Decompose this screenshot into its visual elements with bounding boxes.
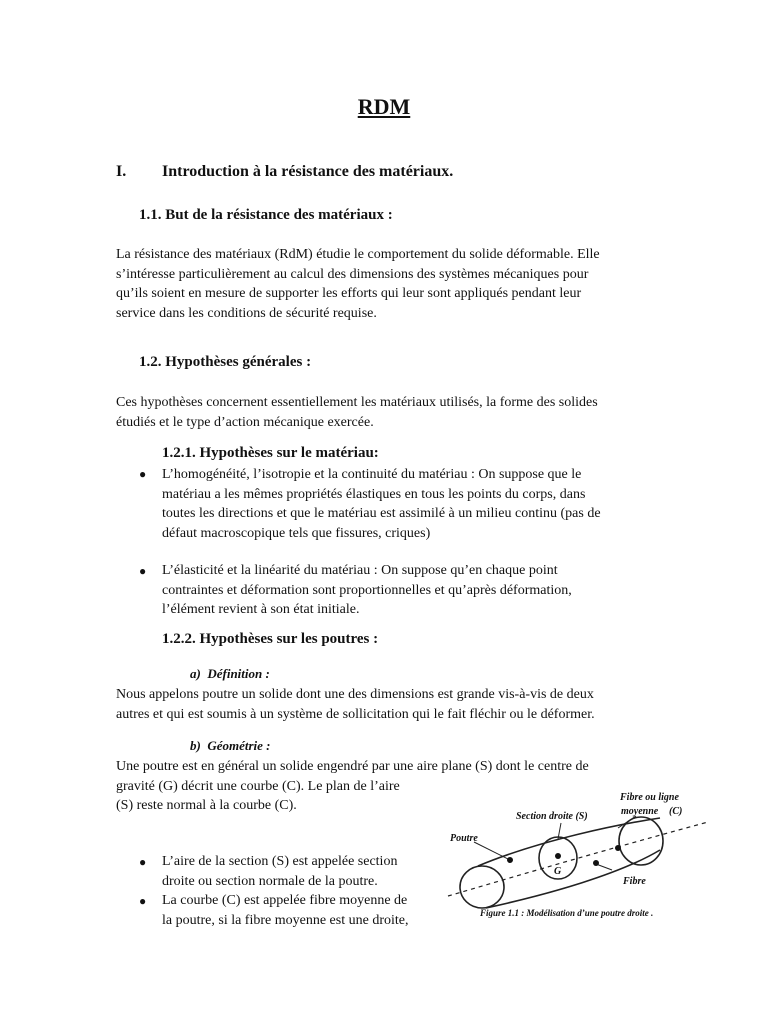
text-line: contraintes et déformation sont proportionnelles et qu’après déformation, (162, 582, 572, 598)
leader-fibre (596, 864, 612, 870)
text-line: L’élasticité et la linéarité du matériau : On suppose qu’en chaque point (162, 563, 558, 578)
bullet-icon: ● (139, 467, 147, 481)
figure-label-fibre-ligne-2: moyenne (621, 806, 659, 817)
text-line: La courbe (C) est appelée fibre moyenne de (162, 893, 408, 908)
subheading-geometry (190, 738, 271, 754)
section-number: I. (116, 163, 127, 180)
figure-label-section: Section droite (S) (516, 811, 588, 822)
heading-1-2-1: 1.2.1. Hypothèses sur le matériau: (162, 445, 379, 461)
figure-label-fibre-ligne-1: Fibre ou ligne (620, 792, 679, 803)
text-line: L’aire de la section (S) est appelée section (162, 854, 398, 869)
beam-upper-edge (478, 818, 660, 866)
paragraph-definition (116, 685, 595, 724)
text-line: (S) reste normal à la courbe (C). (116, 798, 297, 813)
bullet-item-section (162, 852, 397, 891)
sub-label: b) (190, 738, 201, 753)
sub-title: Géométrie : (207, 738, 271, 753)
text-line: s’intéresse particulièrement au calcul des dimensions des systèmes mécaniques pour (116, 266, 589, 282)
text-line: La résistance des matériaux (RdM) étudie le comportement du solide déformable. Elle (116, 247, 600, 262)
section-title: Introduction à la résistance des matériaux. (162, 163, 454, 180)
page-title: RDM (357, 94, 411, 119)
text-line: toutes les directions et que le matériau est assimilé à un milieu continu (pas de (162, 506, 601, 521)
figure-label-g: G (554, 866, 562, 877)
text-line: la poutre, si la fibre moyenne est une droite, (162, 912, 409, 928)
beam-end-section-left (460, 866, 504, 908)
bullet-icon: ● (139, 564, 147, 578)
text-line: droite ou section normale de la poutre. (162, 873, 378, 889)
figure-caption: Figure 1.1 : Modélisation d’une poutre droite . (480, 908, 654, 918)
figure-label-fibre: Fibre (623, 876, 646, 887)
point-poutre (507, 857, 513, 863)
bullet-icon: ● (139, 894, 147, 908)
bullet-item-elasticity (162, 561, 572, 620)
paragraph-1-1 (116, 245, 600, 323)
text-line: étudiés et le type d’action mécanique exercée. (116, 414, 374, 430)
point-fibre (593, 860, 599, 866)
text-line: Ces hypothèses concernent essentiellement les matériaux utilisés, la forme des solides (116, 395, 598, 410)
text-line: défaut macroscopique tels que fissures, criques) (162, 525, 431, 541)
bullet-item-fibre (162, 891, 408, 930)
text-line: gravité (G) décrit une courbe (C). Le plan de l’aire (116, 778, 400, 794)
subheading-definition (190, 666, 270, 682)
sub-title: Définition : (207, 666, 270, 681)
figure-label-poutre: Poutre (450, 833, 478, 844)
leader-poutre (474, 842, 510, 860)
text-line: L’homogénéité, l’isotropie et la continuité du matériau : On suppose que le (162, 467, 582, 482)
text-line: Une poutre est en général un solide engendré par une aire plane (S) dont le centre de (116, 759, 589, 774)
paragraph-1-2 (116, 393, 598, 432)
figure-label-c: (C) (669, 806, 683, 817)
heading-1-2-2: 1.2.2. Hypothèses sur les poutres : (162, 631, 379, 647)
bullet-item-homogeneity (162, 465, 601, 543)
text-line: l’élément revient à son état initiale. (162, 602, 360, 617)
heading-1-1: 1.1. But de la résistance des matériaux : (139, 207, 393, 223)
point-line (615, 845, 621, 851)
bullet-icon: ● (139, 855, 147, 869)
text-line: autres et qui est soumis à un système de sollicitation qui le fait fléchir ou le déformer. (116, 706, 595, 722)
beam-figure (440, 784, 730, 930)
point-g (555, 853, 561, 859)
sub-label: a) (190, 666, 201, 681)
text-line: qu’ils soient en mesure de supporter les efforts qui leur sont appliqués pendant leur (116, 286, 582, 301)
text-line: service dans les conditions de sécurité requise. (116, 305, 377, 321)
heading-1-2: 1.2. Hypothèses générales : (139, 354, 312, 370)
text-line: Nous appelons poutre un solide dont une des dimensions est grande vis-à-vis de deux (116, 687, 594, 702)
text-line: matériau a les mêmes propriétés élastiques en tous les points du corps, dans (162, 486, 586, 502)
